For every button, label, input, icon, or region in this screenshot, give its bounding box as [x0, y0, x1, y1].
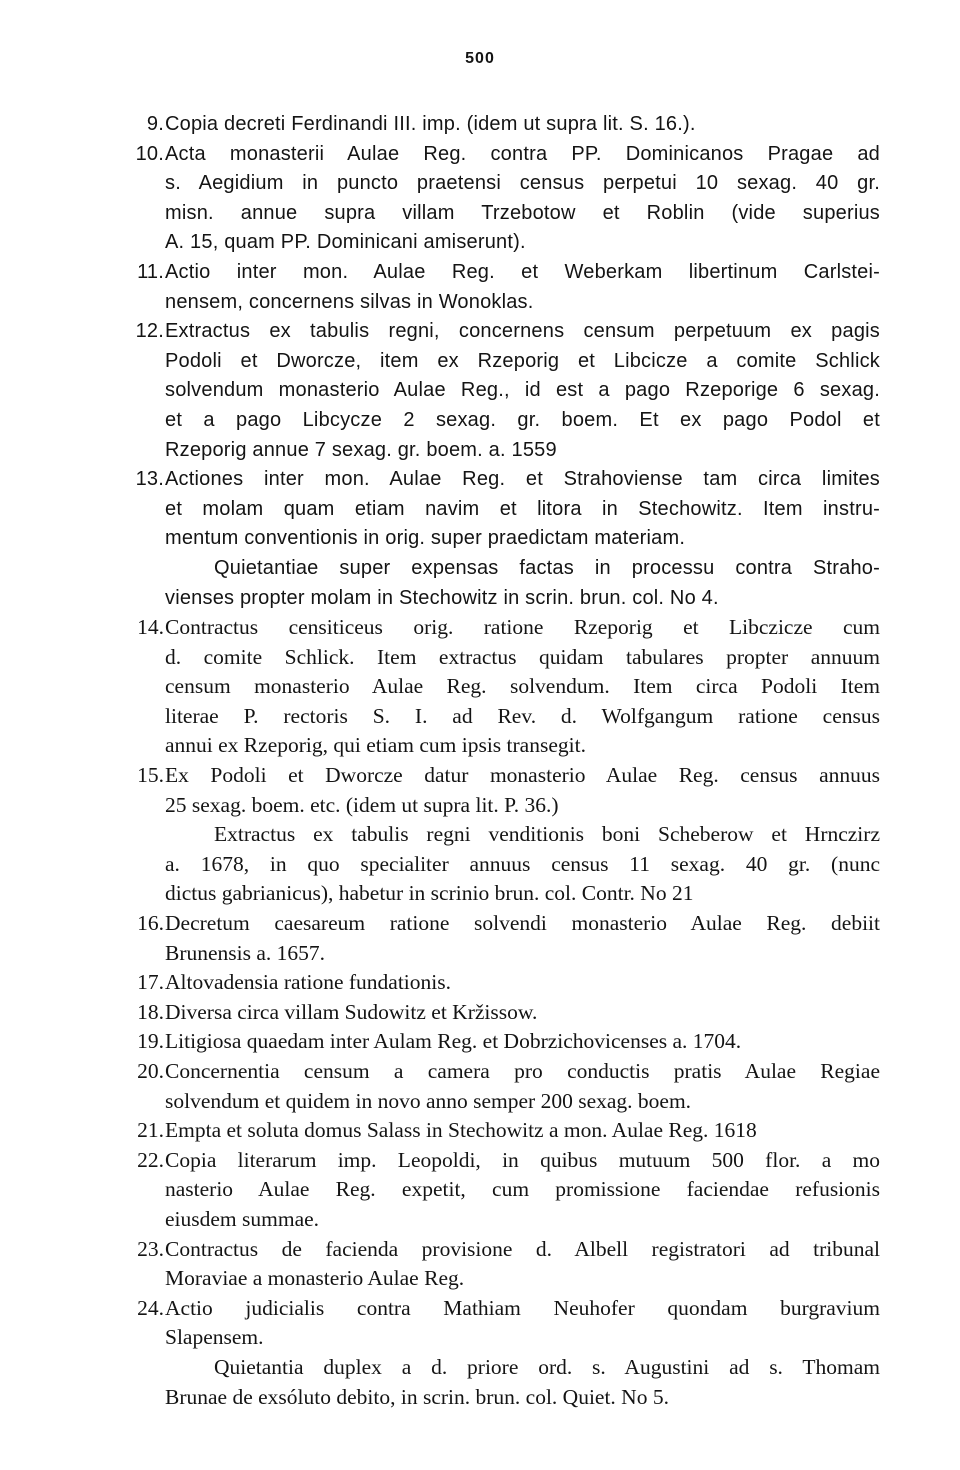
entry-number: 18.: [137, 999, 164, 1024]
entry-number: 15.: [137, 763, 164, 788]
entry-text-line: Contractus censiticeus orig. ratione Rzeporig et Libczicze cum: [165, 615, 880, 640]
subparagraph-text-line: vienses propter molam in Stechowitz in scrin. brun. col. No 4.: [165, 586, 719, 609]
entry-number: 9.: [146, 113, 164, 135]
entry-number: 11.: [137, 260, 164, 283]
entry-text-line: et molam quam etiam navim et litora in Stechowitz. Item instru-: [165, 497, 880, 520]
entry-text-line: Podoli et Dworcze, item ex Rzeporig et Libcicze a comite Schlick: [165, 349, 880, 372]
entry-text-line: Brunensis a. 1657.: [165, 940, 326, 965]
entry-item: [118, 1146, 880, 1235]
entry-text-line: s. Aegidium in puncto praetensi census perpetui 10 sexag. 40 gr.: [165, 172, 880, 195]
entry-item: [118, 465, 880, 613]
entry-number: 21.: [137, 1118, 164, 1143]
entry-text-line: solvendum monasterio Aulae Reg., id est a pago Rzeporige 6 sexag.: [165, 379, 880, 402]
entry-text-line: Actio judicialis contra Mathiam Neuhofer quondam burgravium: [165, 1295, 880, 1320]
entry-text-line: annui ex Rzeporig, qui etiam cum ipsis transegit.: [165, 733, 586, 758]
entry-item: [118, 110, 880, 140]
entry-text-line: 25 sexag. boem. etc. (idem ut supra lit. P. 36.): [165, 792, 559, 817]
entry-text-line: Empta et soluta domus Salass in Stechowitz a mon. Aulae Reg. 1618: [165, 1118, 757, 1143]
entry-item: [118, 761, 880, 909]
entry-item: [118, 258, 880, 317]
entry-number: 12.: [135, 320, 164, 343]
entry-text-line: eiusdem summae.: [165, 1206, 320, 1231]
subparagraph-text-line: Extractus ex tabulis regni venditionis boni Scheberow et Hrnczirz: [214, 822, 880, 847]
entry-text-line: Altovadensia ratione fundationis.: [165, 970, 451, 995]
entry-text-line: Rzeporig annue 7 sexag. gr. boem. a. 1559: [165, 438, 557, 461]
entry-item: [118, 1027, 880, 1057]
entry-item: [118, 1235, 880, 1294]
entry-text-line: Diversa circa villam Sudowitz et Kržissow.: [165, 999, 538, 1024]
entry-text-line: Acta monasterii Aulae Reg. contra PP. Dominicanos Pragae ad: [165, 142, 880, 165]
entry-subparagraph: [165, 820, 880, 909]
entry-number: 17.: [137, 970, 164, 995]
entry-number: 13.: [135, 468, 164, 491]
subparagraph-text-line: Quietantia duplex a d. priore ord. s. Augustini ad s. Thomam: [214, 1354, 880, 1379]
entry-subparagraph: [165, 1353, 880, 1412]
entry-text-line: Ex Podoli et Dworcze datur monasterio Aulae Reg. census annuus: [165, 763, 880, 788]
entry-text-line: Copia literarum imp. Leopoldi, in quibus mutuum 500 flor. a mo: [165, 1147, 880, 1172]
entry-number: 22.: [137, 1147, 164, 1172]
entry-text-line: Actiones inter mon. Aulae Reg. et Strahoviense tam circa limites: [165, 468, 880, 491]
entry-item: [118, 140, 880, 258]
entry-text-line: et a pago Libcycze 2 sexag. gr. boem. Et ex pago Podol et: [165, 408, 880, 431]
entry-text-line: Litigiosa quaedam inter Aulam Reg. et Dobrzichovicenses a. 1704.: [165, 1029, 742, 1054]
entry-item: [118, 909, 880, 968]
entry-list: [118, 110, 880, 1412]
entry-text-line: Contractus de facienda provisione d. Albell registratori ad tribunal: [165, 1236, 880, 1261]
entry-text-line: censum monasterio Aulae Reg. solvendum. Item circa Podoli Item: [165, 674, 880, 699]
entry-text-line: Moraviae a monasterio Aulae Reg.: [165, 1266, 465, 1291]
subparagraph-text-line: Brunae de exsóluto debito, in scrin. brun. col. Quiet. No 5.: [165, 1384, 669, 1409]
entry-number: 14.: [137, 615, 164, 640]
entry-text-line: d. comite Schlick. Item extractus quidam tabulares propter annuum: [165, 644, 880, 669]
entry-number: 20.: [137, 1059, 164, 1083]
entry-number: 10.: [135, 142, 164, 165]
entry-text-line: solvendum et quidem in novo anno semper 200 sexag. boem.: [165, 1088, 692, 1113]
entry-number: 19.: [137, 1029, 164, 1054]
subparagraph-text-line: a. 1678, in quo specialiter annuus census 11 sexag. 40 gr. (nunc: [165, 851, 880, 876]
entry-text-line: literae P. rectoris S. I. ad Rev. d. Wolfgangum ratione census: [165, 703, 880, 728]
entry-text-line: misn. annue supra villam Trzebotow et Roblin (vide superius: [165, 201, 880, 224]
entry-item: [118, 968, 880, 998]
entry-text-line: Slapensem.: [165, 1325, 264, 1350]
entry-item: [118, 1116, 880, 1146]
page-number: 500: [465, 50, 495, 67]
entry-item: [118, 998, 880, 1028]
entry-item: [118, 1294, 880, 1412]
entry-item: [118, 317, 880, 465]
entry-text-line: A. 15, quam PP. Dominicani amiserunt).: [165, 231, 526, 254]
entry-text-line: nensem, concernens silvas in Wonoklas.: [165, 290, 534, 313]
entry-text-line: Copia decreti Ferdinandi III. imp. (idem ut supra lit. S. 16.).: [165, 113, 696, 135]
entry-text-line: Extractus ex tabulis regni, concernens censum perpetuum ex pagis: [165, 320, 880, 343]
entry-item: [118, 613, 880, 761]
entry-text-line: Actio inter mon. Aulae Reg. et Weberkam libertinum Carlstei-: [165, 260, 880, 283]
entry-number: 16.: [137, 911, 164, 936]
entry-number: 24.: [137, 1295, 164, 1320]
entry-number: 23.: [137, 1236, 164, 1261]
entry-text-line: nasterio Aulae Reg. expetit, cum promissione faciendae refusionis: [165, 1177, 880, 1202]
entry-item: [118, 1057, 880, 1116]
entry-text-line: Concernentia censum a camera pro conductis pratis Aulae Regiae: [165, 1059, 880, 1083]
entry-text-line: mentum conventionis in orig. super praedictam materiam.: [165, 527, 686, 550]
entry-text-line: Decretum caesareum ratione solvendi monasterio Aulae Reg. debiit: [165, 911, 880, 936]
entry-subparagraph: [165, 554, 880, 613]
subparagraph-text-line: dictus gabrianicus), habetur in scrinio brun. col. Contr. No 21: [165, 881, 694, 906]
subparagraph-text-line: Quietantiae super expensas factas in processu contra Straho-: [214, 556, 880, 579]
